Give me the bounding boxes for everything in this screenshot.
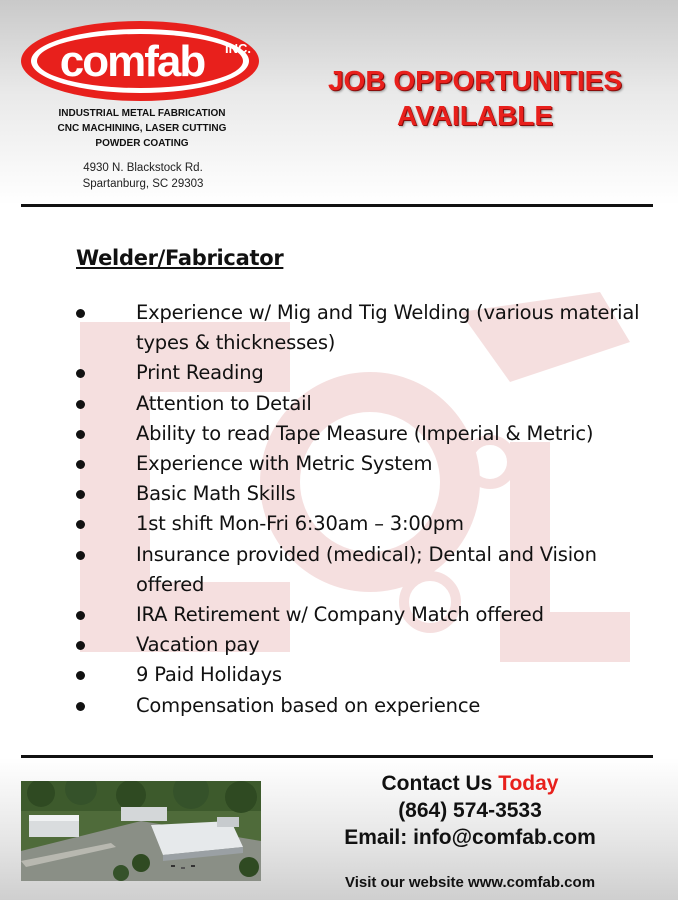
- list-item: 1st shift Mon-Fri 6:30am – 3:00pm: [0, 509, 678, 539]
- list-item: Attention to Detail: [0, 389, 678, 419]
- contact-highlight: Today: [498, 772, 559, 795]
- list-item: Experience with Metric System: [0, 449, 678, 479]
- logo-brand-text: comfab: [59, 37, 205, 86]
- bottom-divider: [21, 755, 653, 758]
- company-tagline: [32, 106, 252, 151]
- list-item: Insurance provided (medical); Dental and Vision offered: [0, 540, 678, 600]
- bullet-icon: [76, 551, 85, 560]
- headline: [300, 63, 650, 133]
- job-title: Welder/Fabricator: [76, 246, 284, 270]
- tagline-line: POWDER COATING: [95, 138, 189, 149]
- email-address: Email: info@comfab.com: [344, 826, 596, 849]
- list-item: IRA Retirement w/ Company Match offered: [0, 600, 678, 630]
- comfab-logo: [20, 20, 266, 102]
- list-item: 9 Paid Holidays: [0, 660, 678, 690]
- bullet-icon: [76, 490, 85, 499]
- list-item: Experience w/ Mig and Tig Welding (various material types & thicknesses): [0, 298, 678, 358]
- address-street: 4930 N. Blackstock Rd.: [83, 162, 203, 174]
- bullet-icon: [76, 611, 85, 620]
- tagline-line: CNC MACHINING, LASER CUTTING: [57, 123, 227, 134]
- bullet-icon: [76, 369, 85, 378]
- list-item: Ability to read Tape Measure (Imperial & Metric): [0, 419, 678, 449]
- list-item: Compensation based on experience: [0, 691, 678, 721]
- job-requirements-list: [0, 298, 678, 721]
- headline-line1: JOB OPPORTUNITIES: [327, 65, 623, 96]
- bullet-icon: [76, 671, 85, 680]
- address-city: Spartanburg, SC 29303: [82, 178, 204, 190]
- top-divider: [21, 204, 653, 207]
- company-address: [60, 160, 226, 192]
- bullet-icon: [76, 702, 85, 711]
- bullet-icon: [76, 520, 85, 529]
- website-link: Visit our website www.comfab.com: [344, 874, 596, 891]
- contact-prefix: Contact Us: [381, 772, 493, 795]
- logo-suffix: INC.: [225, 41, 251, 56]
- contact-heading: [300, 770, 640, 797]
- aerial-facility-photo: [21, 781, 261, 881]
- bullet-icon: [76, 400, 85, 409]
- bullet-icon: [76, 460, 85, 469]
- headline-line2: AVAILABLE: [396, 100, 554, 131]
- bullet-icon: [76, 641, 85, 650]
- list-item: Print Reading: [0, 358, 678, 388]
- list-item: Basic Math Skills: [0, 479, 678, 509]
- bullet-icon: [76, 309, 85, 318]
- bullet-icon: [76, 430, 85, 439]
- list-item: Vacation pay: [0, 630, 678, 660]
- tagline-line: INDUSTRIAL METAL FABRICATION: [58, 108, 226, 119]
- contact-block: [300, 770, 640, 851]
- phone-number: (864) 574-3533: [398, 799, 542, 822]
